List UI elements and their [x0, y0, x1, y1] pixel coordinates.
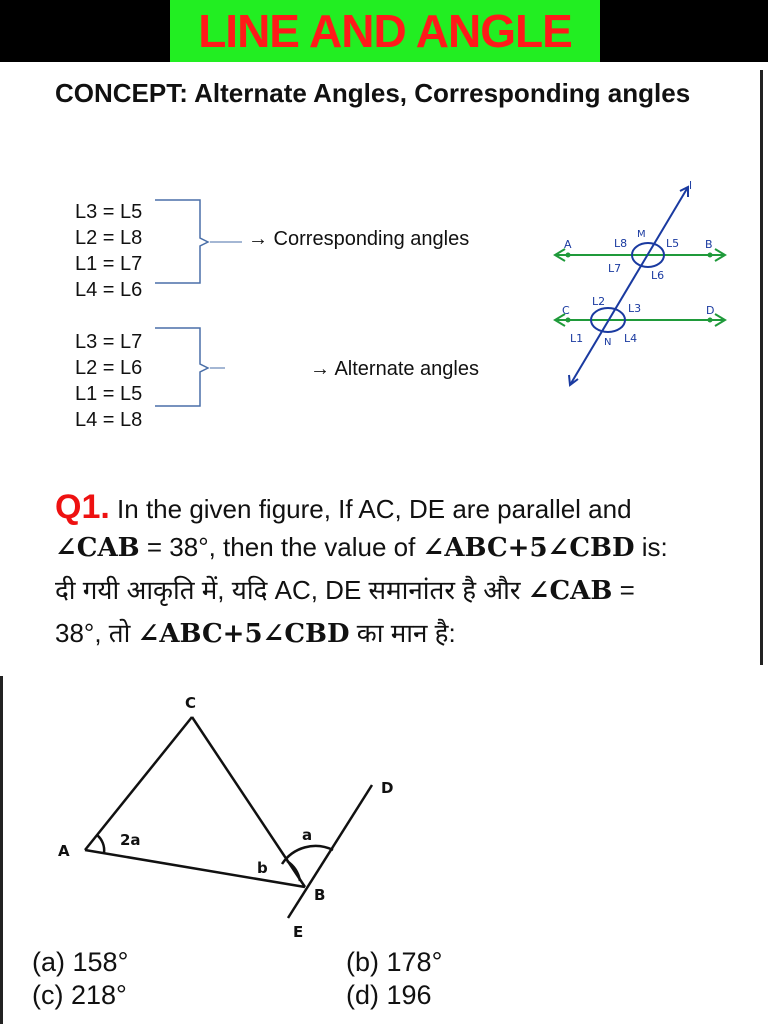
option-value: 178°: [386, 947, 443, 977]
equality-item: L2 = L8: [75, 227, 143, 249]
option-key: (c): [32, 980, 64, 1010]
option-d[interactable]: [346, 979, 432, 1011]
equality-item: L3 = L7: [75, 331, 143, 353]
angle-2a-label: 2a: [120, 831, 141, 849]
equality-item: L2 = L6: [75, 357, 143, 379]
question-text-part: In the given figure, If AC, DE are parallel and: [117, 494, 632, 524]
vertex-c-label: C: [185, 694, 197, 712]
concept-heading: CONCEPT: Alternate Angles, Corresponding angles: [55, 78, 691, 108]
parallel-lines-figure: [540, 175, 740, 395]
page-title: LINE AND ANGLE: [198, 5, 572, 57]
point-l-label: l: [689, 179, 693, 192]
angle-label: L7: [608, 262, 622, 275]
question-text: [55, 488, 735, 653]
angle-a-label: a: [302, 826, 313, 844]
point-c-label: C: [562, 304, 570, 317]
point-d-label: D: [706, 304, 715, 317]
vertex-b-label: B: [314, 886, 326, 904]
left-divider: [0, 676, 3, 1024]
point-b-label: B: [705, 238, 713, 251]
point-m-label: M: [637, 229, 646, 240]
angle-label: L5: [666, 237, 680, 250]
question-number: Q1.: [55, 488, 110, 526]
corresponding-label: → Corresponding angles: [248, 228, 470, 250]
alternate-brace: [150, 326, 230, 411]
option-value: 218°: [71, 980, 127, 1010]
point-n-label: N: [604, 337, 612, 348]
question-text-part: का मान है:: [356, 618, 456, 648]
option-value: 158°: [72, 947, 129, 977]
point-e-label: E: [293, 923, 304, 941]
question-text-part: 38°, तो: [55, 618, 131, 648]
angle-b-label: b: [257, 859, 268, 877]
angle-label: L2: [592, 295, 606, 308]
option-a[interactable]: [32, 946, 128, 978]
question-text-part: is:: [641, 532, 668, 562]
angle-label: L1: [570, 332, 584, 345]
question-text-part: = 38°, then the value of: [146, 532, 416, 562]
angle-label: L8: [614, 237, 628, 250]
angle-label: L3: [628, 302, 642, 315]
equality-item: L1 = L7: [75, 253, 143, 275]
question-english: [55, 488, 735, 528]
equality-item: L4 = L8: [75, 409, 143, 431]
option-key: (d): [346, 980, 379, 1010]
vertex-a-label: A: [58, 842, 70, 860]
equality-item: L1 = L5: [75, 383, 143, 405]
corresponding-brace: [150, 198, 245, 286]
math-expression: ∠CAB: [55, 533, 140, 563]
question-text-part: =: [619, 575, 635, 605]
equality-item: L4 = L6: [75, 279, 143, 301]
question-text-part: दी गयी आकृति में, यदि AC, DE समानांतर है और: [55, 575, 521, 605]
question-hindi: [55, 571, 735, 610]
option-key: (b): [346, 947, 379, 977]
alternate-label: → Alternate angles: [310, 358, 479, 380]
math-expression: ∠ABC+5∠CBD: [137, 619, 350, 649]
triangle-figure: [50, 690, 410, 945]
angle-label: L6: [651, 269, 665, 282]
point-a-label: A: [564, 238, 572, 251]
math-expression: ∠ABC+5∠CBD: [422, 533, 635, 563]
option-b[interactable]: [346, 946, 442, 978]
option-c[interactable]: [32, 979, 127, 1011]
option-value: 196: [386, 980, 432, 1010]
option-key: (a): [32, 947, 65, 977]
right-divider: [760, 70, 763, 665]
title-banner: [170, 0, 600, 62]
point-d-label: D: [381, 779, 394, 797]
equality-item: L3 = L5: [75, 201, 143, 223]
math-expression: ∠CAB: [527, 576, 613, 606]
angle-label: L4: [624, 332, 638, 345]
